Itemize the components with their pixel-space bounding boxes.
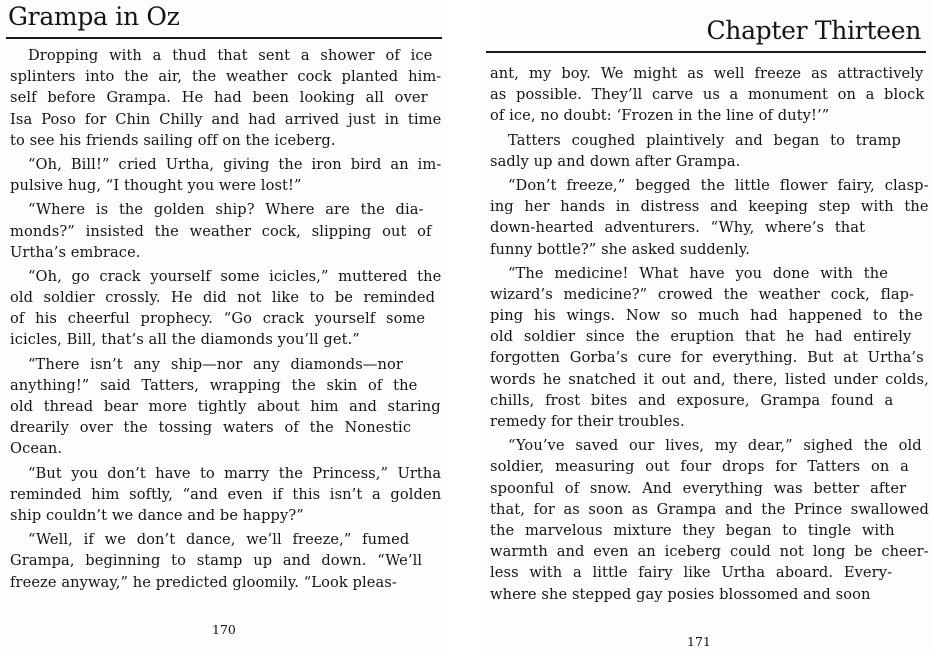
text-line: self before Grampa. He had been looking all over [10, 89, 428, 107]
text-line: where she stepped gay posies blossomed and soon [490, 585, 871, 603]
text-line: pulsive hug, “I thought you were lost!” [10, 177, 302, 195]
running-head-book-title: Grampa in Oz [8, 2, 180, 31]
right-page [482, 0, 931, 651]
text-line: icicles, Bill, that’s all the diamonds you’ll get.” [10, 331, 360, 349]
right-page-text [490, 63, 930, 605]
text-line: Grampa, beginning to stamp up and down. “We’ll [10, 552, 423, 570]
text-line: drearily over the tossing waters of the Nonestic [10, 419, 412, 437]
paragraph-first-line: “Oh, Bill!” cried Urtha, giving the iron bird an im- [28, 155, 442, 173]
text-line: ship couldn’t we dance and be happy?” [10, 506, 304, 524]
text-line: splinters into the air, the weather cock planted him- [10, 68, 442, 86]
text-line: down-hearted adventurers. “Why, where’s that [490, 219, 866, 237]
text-line: reminded him softly, “and even if this isn’t a golden [10, 485, 442, 503]
page-number: 170 [212, 622, 236, 637]
paragraph-first-line: Dropping with a thud that sent a shower of ice [28, 47, 433, 64]
text-line: Urtha’s embrace. [10, 243, 141, 261]
text-line: to see his friends sailing off on the iceberg. [10, 131, 336, 149]
paragraph-first-line: “Where is the golden ship? Where are the dia- [28, 201, 424, 219]
text-line: soldier, measuring out four drops for Tatters on a [490, 458, 909, 476]
text-line: spoonful of snow. And everything was better after [490, 479, 907, 497]
running-head-chapter-title: Chapter Thirteen [706, 16, 921, 45]
text-line: words he snatched it out and, there, listed under colds, [490, 370, 929, 388]
text-line: old thread bear more tightly about him and staring [10, 398, 441, 415]
paragraph-first-line: “Don’t freeze,” begged the little flower fairy, clasp- [508, 176, 929, 194]
text-line: anything!” said Tatters, wrapping the skin of the [10, 376, 418, 394]
text-line: that, for as soon as Grampa and the Prince swallowed [490, 500, 929, 518]
text-line: less with a little fairy like Urtha aboard. Every- [490, 564, 893, 582]
header-rule [6, 37, 442, 39]
paragraph-first-line: “Oh, go crack yourself some icicles,” muttered the [28, 267, 442, 285]
text-line: as possible. They’ll carve us a monument on a block [490, 86, 925, 104]
text-line: the marvelous mixture they began to tingle with [490, 521, 895, 539]
text-line: ing her hands in distress and keeping step with the [490, 198, 929, 216]
paragraph-first-line: “Well, if we don’t dance, we’ll freeze,” fumed [28, 531, 410, 549]
text-line: old soldier since the eruption that he had entirely [490, 328, 912, 346]
paragraph-first-line: “You’ve saved our lives, my dear,” sighed the old [508, 437, 922, 455]
left-page [0, 0, 448, 651]
text-line: ant, my boy. We might as well freeze as attractively [490, 65, 924, 82]
text-line: ping his wings. Now so much had happened to the [490, 307, 923, 325]
text-line: old soldier crossly. He did not like to be reminded [10, 289, 436, 307]
text-line: freeze anyway,” he predicted gloomily. “Look pleas- [10, 573, 397, 591]
page-number: 171 [687, 634, 711, 649]
text-line: forgotten Gorba’s cure for everything. But at Urtha’s [490, 349, 924, 367]
text-line: warmth and even an iceberg could not long be cheer- [490, 543, 929, 561]
paragraph-first-line: “There isn’t any ship—nor any diamonds—nor [28, 355, 403, 373]
text-line: of ice, no doubt: ‘Frozen in the line of duty!’” [490, 107, 830, 125]
text-line: funny bottle?” she asked suddenly. [490, 240, 751, 258]
header-rule [486, 51, 926, 53]
text-line: Isa Poso for Chin Chilly and had arrived just in time [10, 110, 442, 128]
text-line: monds?” insisted the weather cock, slipping out of [10, 222, 432, 240]
text-line: chills, frost bites and exposure, Grampa found a [490, 391, 894, 409]
text-line: sadly up and down after Grampa. [490, 152, 741, 170]
left-page-text [10, 45, 442, 593]
paragraph-first-line: “The medicine! What have you done with the [508, 264, 888, 282]
page-gutter [448, 0, 482, 651]
text-line: wizard’s medicine?” crowed the weather cock, flap- [490, 285, 915, 303]
text-line: of his cheerful prophecy. “Go crack yourself some [10, 310, 426, 328]
text-line: remedy for their troubles. [490, 413, 685, 430]
paragraph-first-line: “But you don’t have to marry the Princess,” Urtha [28, 464, 442, 482]
paragraph-first-line: Tatters coughed plaintively and began to tramp [508, 131, 901, 149]
text-line: Ocean. [10, 440, 63, 458]
